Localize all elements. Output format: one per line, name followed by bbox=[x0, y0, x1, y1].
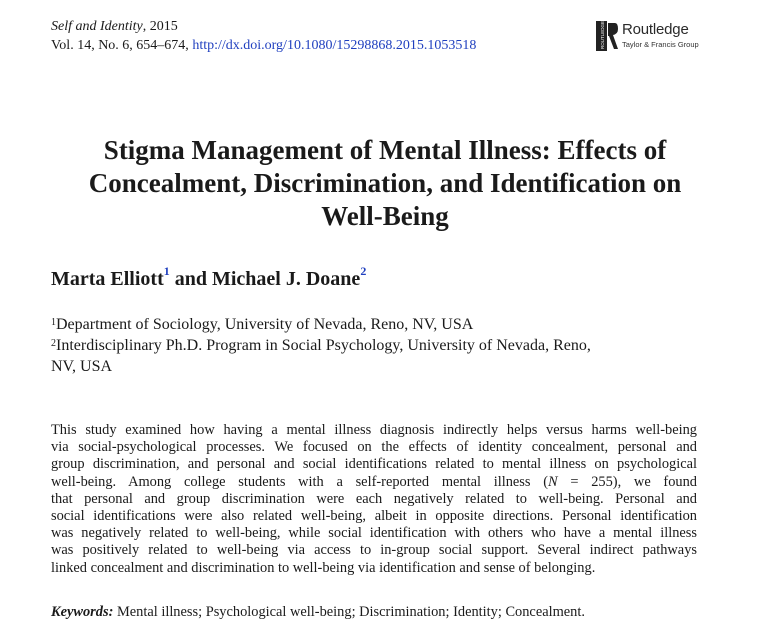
logo-mark-text: ROUTLEDGE bbox=[600, 21, 605, 49]
publisher-logo bbox=[596, 21, 706, 53]
affiliation-number: 2 bbox=[51, 338, 56, 349]
author-name: Marta Elliott bbox=[51, 268, 164, 290]
affiliation-line bbox=[51, 356, 591, 377]
abstract-line: social identifications were also related well-being, albeit in opposite directions. Personal identification bbox=[51, 508, 697, 525]
affiliation-line bbox=[51, 335, 591, 356]
keywords bbox=[51, 604, 585, 621]
abstract-line: via social-psychological processes. We focused on the effects of identity concealment, personal and bbox=[51, 439, 697, 456]
author-connector: and bbox=[169, 268, 212, 290]
routledge-mark-icon bbox=[596, 21, 618, 51]
doi-link[interactable]: http://dx.doi.org/10.1080/15298868.2015.1053518 bbox=[192, 38, 477, 53]
author-list bbox=[51, 264, 367, 291]
title-line: Well-Being bbox=[321, 201, 449, 231]
publisher-name: Routledge bbox=[622, 21, 689, 38]
affiliations bbox=[51, 314, 591, 377]
volume-citation: Vol. 14, No. 6, 654–674, bbox=[51, 38, 189, 53]
affiliation-ref[interactable]: 2 bbox=[360, 264, 367, 278]
title-line: Stigma Management of Mental Illness: Effects of bbox=[103, 135, 667, 165]
citation-header bbox=[51, 17, 476, 55]
abstract-line: that personal and group discrimination were each negatively related to well-being. Personal and bbox=[51, 490, 697, 507]
affiliation-text: Department of Sociology, University of Nevada, Reno, NV, USA bbox=[56, 316, 474, 333]
title-line: Concealment, Discrimination, and Identification on bbox=[88, 168, 682, 198]
journal-line bbox=[51, 17, 476, 36]
affiliation-text: NV, USA bbox=[51, 358, 113, 375]
article-title bbox=[40, 134, 730, 233]
abstract-line: well-being. Among college students with a self-reported mental illness (N = 255), we found bbox=[51, 473, 698, 490]
abstract-line: group discrimination, and personal and social identifications related to mental illness on psychological bbox=[51, 456, 697, 473]
affiliation-text: Interdisciplinary Ph.D. Program in Social Psychology, University of Nevada, Reno, bbox=[56, 337, 591, 354]
affiliation-line bbox=[51, 314, 591, 335]
journal-name: Self and Identity bbox=[51, 19, 143, 34]
affiliation-number: 1 bbox=[51, 317, 56, 328]
affiliation-ref[interactable]: 1 bbox=[163, 264, 170, 278]
keywords-label: Keywords: bbox=[51, 604, 114, 620]
abstract-line: was negatively related to well-being, while social identification with others who have a mental illness bbox=[51, 525, 697, 542]
abstract bbox=[51, 422, 697, 577]
abstract-line: This study examined how having a mental illness diagnosis indirectly helps versus harms well-being bbox=[51, 422, 697, 438]
author-name: Michael J. Doane bbox=[212, 268, 361, 290]
publisher-group: Taylor & Francis Group bbox=[622, 40, 699, 49]
volume-line bbox=[51, 36, 476, 55]
journal-year: , 2015 bbox=[142, 19, 178, 34]
keywords-text: Mental illness; Psychological well-being; Discrimination; Identity; Concealment. bbox=[113, 604, 585, 620]
abstract-line: was positively related to well-being via access to in-group social support. Several indirect pathways bbox=[51, 542, 697, 559]
abstract-line: linked concealment and discrimination to well-being via identification and sense of belonging. bbox=[51, 559, 596, 576]
